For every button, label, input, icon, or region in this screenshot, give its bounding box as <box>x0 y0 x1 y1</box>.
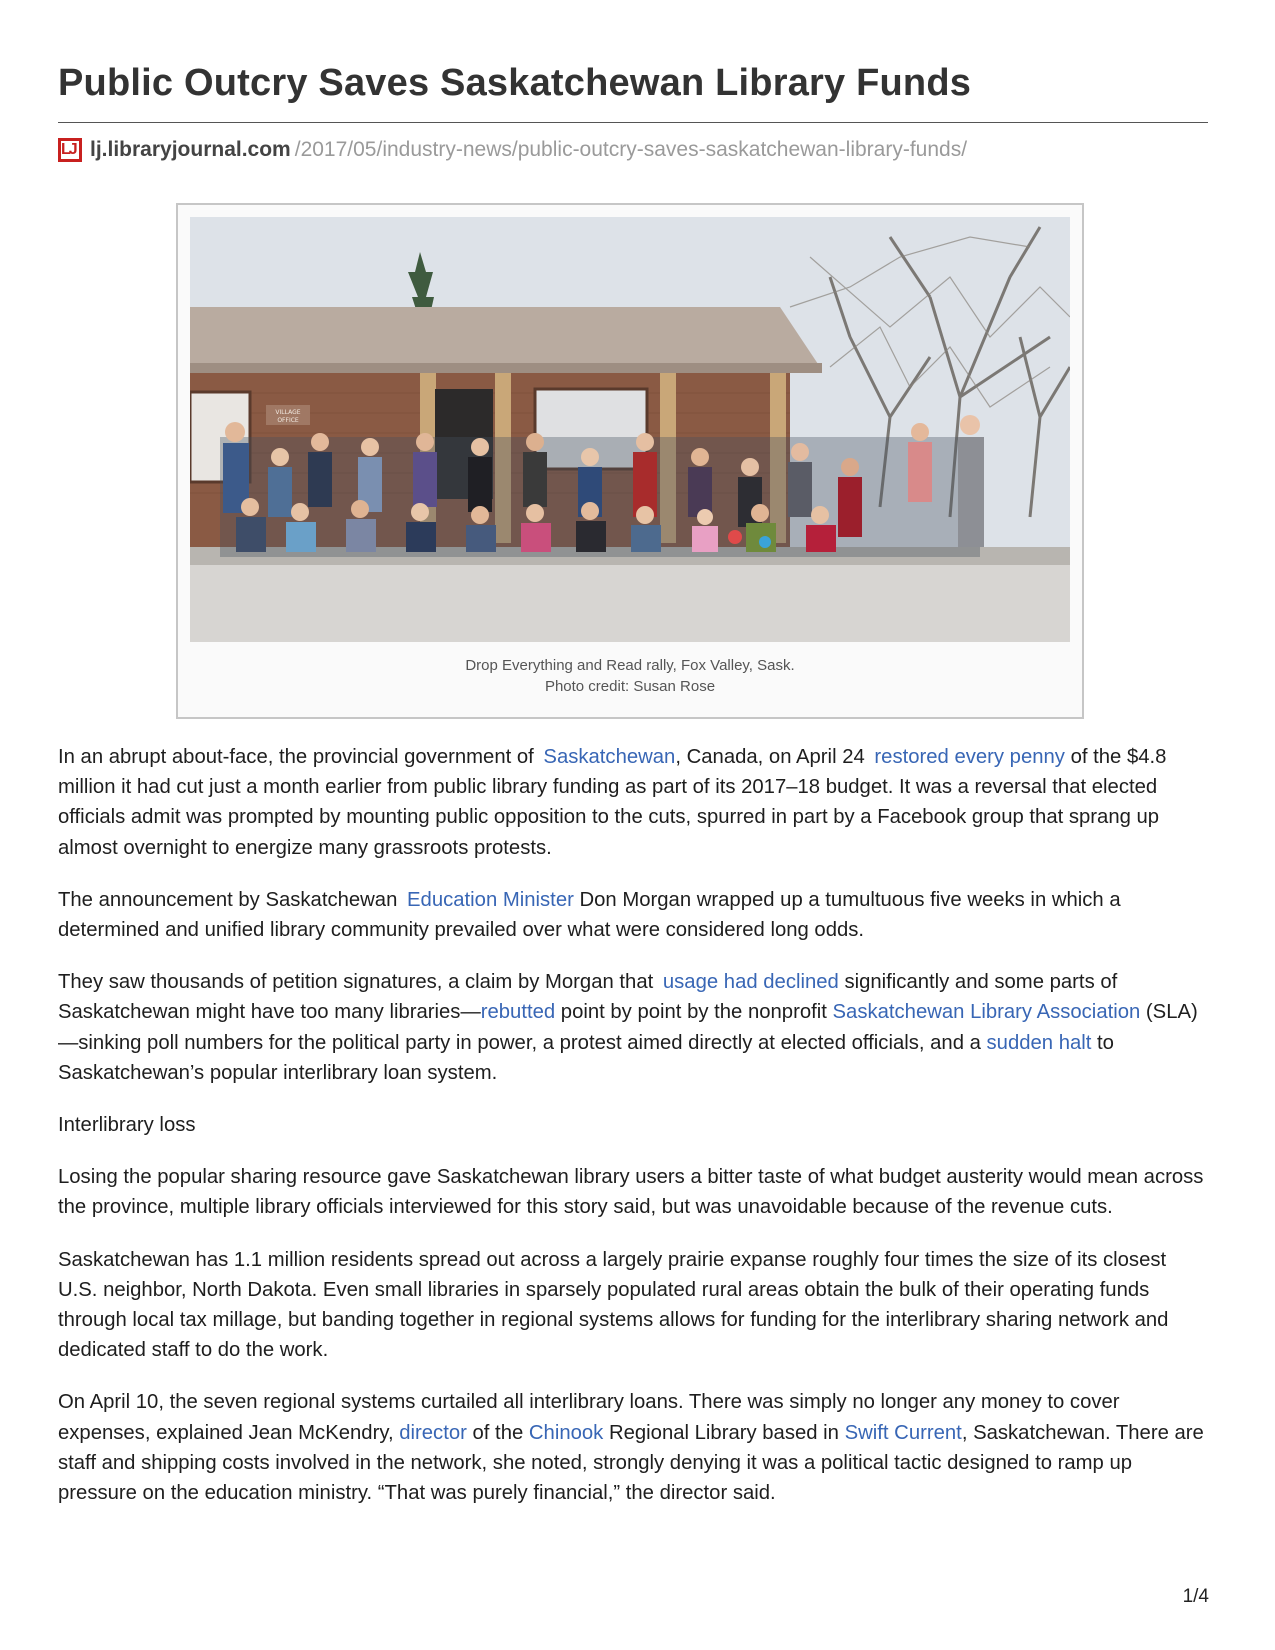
text: point by point by the nonprofit <box>555 1001 833 1024</box>
paragraph-4: Losing the popular sharing resource gave Saskatchewan library users a bitter taste of what budget austerity would mean across the province, multiple library officials interviewed for this story said, but was unavoidable because of the revenue cuts. <box>58 1166 1204 1219</box>
link-sudden-halt[interactable]: sudden halt <box>986 1031 1092 1054</box>
text: of the <box>466 1421 529 1444</box>
text: , Saskatchewan. There are staff and shipping costs involved in the network, she noted, strongly denying it was a political tactic designed to ramp up pressure on the education ministry. “That was purely financial,” the director said. <box>58 1421 1204 1505</box>
text: (SLA)—sinking poll numbers for the political party in power, a protest aimed directly at elected officials, and a <box>58 1001 1198 1054</box>
text: Regional Library based in <box>603 1421 845 1444</box>
text: Don Morgan wrapped up a tumultuous five weeks in which a determined and unified library community prevailed over what were considered long odds. <box>58 888 1121 942</box>
paragraph-1 <box>58 742 1208 863</box>
title-divider <box>58 122 1208 123</box>
source-domain[interactable]: lj.libraryjournal.com <box>90 138 291 161</box>
text: , Canada, on April 24 <box>675 746 865 768</box>
link-saskatchewan-library-association[interactable]: Saskatchewan Library Association <box>832 1001 1141 1024</box>
link-rebutted[interactable]: rebutted <box>480 1001 556 1024</box>
caption-line-2: Photo credit: Susan Rose <box>544 678 716 695</box>
svg-text:VILLAGE: VILLAGE <box>275 409 301 416</box>
source-url[interactable] <box>58 138 967 162</box>
link-usage-had-declined[interactable]: usage had declined <box>662 971 839 994</box>
link-swift-current[interactable]: Swift Current <box>844 1421 962 1444</box>
text: significantly and some parts of Saskatchewan might have too many libraries— <box>58 971 1118 1024</box>
link-education-minister[interactable]: Education Minister <box>407 888 574 911</box>
paragraph-5: Saskatchewan has 1.1 million residents spread out across a largely prairie expanse roughly four times the size of its closest U.S. neighbor, North Dakota. Even small libraries in sparsely populated rural areas obtain the bulk of their operating funds through local tax millage, but banding together in regional systems allows for funding for the interlibrary sharing network and dedicated staff to do the work. <box>58 1248 1169 1362</box>
link-restored-every-penny[interactable]: restored every penny <box>874 746 1065 768</box>
link-director[interactable]: director <box>399 1421 467 1444</box>
source-path[interactable]: /2017/05/industry-news/public-outcry-saves-saskatchewan-library-funds/ <box>294 138 968 161</box>
link-chinook[interactable]: Chinook <box>528 1421 604 1444</box>
paragraph-6 <box>58 1387 1208 1508</box>
text: On April 10, the seven regional systems curtailed all interlibrary loans. There was simply no longer any money to cover expenses, explained Jean McKendry, <box>58 1391 1120 1444</box>
lj-logo-icon <box>58 138 82 162</box>
paragraph-2 <box>58 885 1208 945</box>
caption-line-1: Drop Everything and Read rally, Fox Valley, Sask. <box>465 657 795 674</box>
text: In an abrupt about-face, the provincial government of <box>58 746 534 768</box>
link-saskatchewan[interactable]: Saskatchewan <box>543 746 676 768</box>
text: They saw thousands of petition signatures, a claim by Morgan that <box>58 971 654 994</box>
rally-photo <box>190 217 1070 642</box>
article-body <box>58 742 1208 1530</box>
article-title: Public Outcry Saves Saskatchewan Library Funds <box>58 62 972 104</box>
text: to Saskatchewan’s popular interlibrary loan system. <box>58 1031 1114 1084</box>
article-figure <box>176 203 1084 719</box>
section-subhead: Interlibrary loss <box>58 1114 196 1137</box>
page-number: 1/4 <box>1182 1586 1209 1607</box>
paragraph-3 <box>58 967 1208 1088</box>
text: The announcement by Saskatchewan <box>58 888 398 911</box>
text: of the $4.8 million it had cut just a month earlier from public library funding as part of its 2017–18 budget. It was a reversal that elected officials admit was prompted by mounting public opposition to the cuts, spurred in part by a Facebook group that sprang up almost overnight to energize many grassroots protests. <box>58 746 1167 859</box>
svg-text:OFFICE: OFFICE <box>277 417 299 424</box>
figure-caption <box>178 655 1082 697</box>
